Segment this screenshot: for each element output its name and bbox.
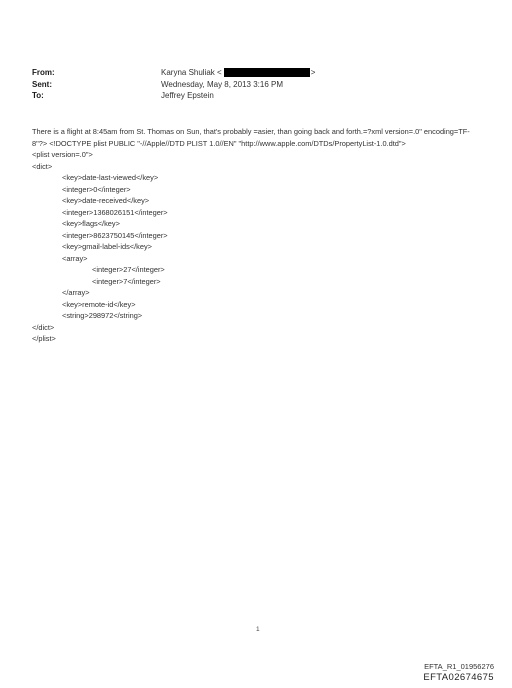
xml-line: <integer>0</integer> <box>62 184 131 194</box>
email-header <box>32 67 332 102</box>
xml-line: <integer>7</integer> <box>92 276 161 286</box>
xml-line: </dict> <box>32 322 55 332</box>
to-value: Jeffrey Epstein <box>161 91 214 100</box>
from-suffix: > <box>310 68 316 77</box>
xml-line: <key>date-last-viewed</key> <box>62 173 159 182</box>
sent-row <box>32 79 332 91</box>
to-label: To: <box>32 91 44 100</box>
email-body <box>32 126 480 345</box>
sent-value: Wednesday, May 8, 2013 3:16 PM <box>161 79 283 89</box>
page-number: 1 <box>256 626 260 633</box>
from-name: Karyna Shuliak < <box>161 68 222 77</box>
xml-line: <key>date-received</key> <box>62 196 150 205</box>
to-row <box>32 90 332 102</box>
redaction-bar <box>224 68 310 77</box>
from-value <box>161 67 315 79</box>
email-intro-paragraph: There is a flight at 8:45am from St. Thomas on Sun, that's probably =asier, than going back and forth.=?xml version=.0" encoding=TF-8"?> <!DOCTYPE plist PUBLIC "-//Apple//DTD PLIST 1.0//EN" "http://www.apple.com/DTDs/PropertyList-1.0.dtd"> <box>32 127 470 148</box>
from-label: From: <box>32 68 55 77</box>
xml-line: <integer>8623750145</integer> <box>62 230 168 240</box>
from-row <box>32 67 332 79</box>
xml-line: </array> <box>62 288 90 297</box>
xml-line: <integer>27</integer> <box>92 265 165 274</box>
xml-line: <string>298972</string> <box>62 311 143 320</box>
xml-line: </plist> <box>32 334 56 343</box>
sent-label: Sent: <box>32 79 52 89</box>
bates-stamp-primary: EFTA_R1_01956276 <box>424 662 494 671</box>
xml-line: <key>gmail-label-ids</key> <box>62 242 152 251</box>
xml-line: <plist version=.0"> <box>32 150 93 159</box>
xml-line: <array> <box>62 253 88 263</box>
xml-line: <key>remote-id</key> <box>62 299 136 309</box>
xml-line: <dict> <box>32 161 53 171</box>
xml-line: <integer>1368026151</integer> <box>62 207 168 217</box>
xml-line: <key>flags</key> <box>62 219 120 228</box>
bates-stamp-secondary: EFTA02674675 <box>423 672 494 683</box>
